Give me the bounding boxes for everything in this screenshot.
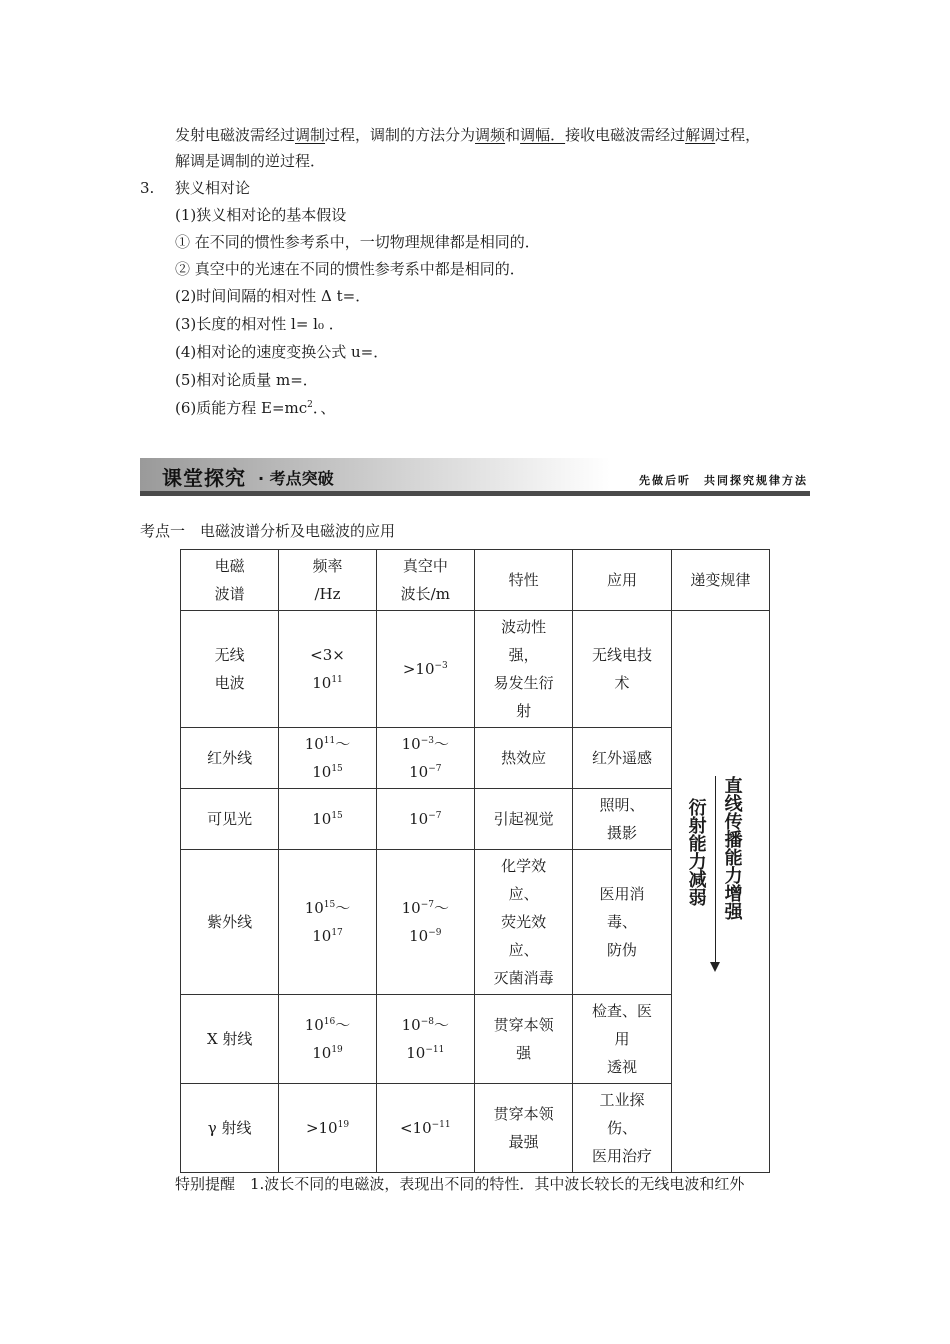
table-header-cell (279, 550, 376, 611)
frequency-cell (279, 995, 376, 1084)
table-header-cell-line: 特性 (508, 571, 539, 589)
intro-text: 接收电磁波需经过 (565, 126, 686, 144)
wavelength-cell-line: $10^{-8}\sim$ (401, 1016, 450, 1034)
wave-name-cell-line: 无线 (214, 646, 245, 664)
application-cell (573, 1084, 671, 1173)
wavelength-cell-line: $10^{-11}$ (406, 1044, 445, 1062)
application-cell (573, 611, 671, 728)
wave-name-cell (181, 1084, 279, 1173)
feature-cell-line: 应、 (508, 941, 539, 959)
application-cell-line: 毒、 (606, 913, 637, 931)
intro-text: 过程，调制的方法分为 (325, 126, 476, 144)
wavelength-cell (376, 1084, 474, 1173)
wavelength-cell (376, 850, 474, 995)
application-cell-line: 无线电技 (591, 646, 652, 664)
term-am: 调幅． (520, 126, 566, 144)
application-cell-line: 防伪 (606, 941, 637, 959)
table-header-cell-line: 波长/m (400, 585, 450, 603)
feature-cell (474, 995, 572, 1084)
relativity-item: (5)相对论质量 m=． (175, 371, 318, 389)
wavelength-cell-line: $10^{-3}\sim$ (401, 735, 450, 753)
table-header-cell-line: 电磁 (214, 557, 245, 575)
feature-cell-line: 强， (508, 646, 539, 664)
frequency-cell-line: $>10^{19}$ (305, 1119, 350, 1137)
relativity-item-mass-energy: (6)质能方程 $E=mc^2$．、 (175, 399, 336, 417)
trend-cell (671, 611, 769, 1173)
table-header-cell (671, 550, 769, 611)
table-row (181, 611, 770, 728)
feature-cell (474, 611, 572, 728)
table-header-cell-line: 真空中 (402, 557, 448, 575)
intro-text: 和 (505, 126, 521, 144)
application-cell (573, 995, 671, 1084)
wave-name-cell-line: X 射线 (206, 1030, 253, 1048)
wave-name-cell (181, 789, 279, 850)
table-header-row (181, 550, 770, 611)
application-cell-line: 摄影 (606, 824, 637, 842)
table-header-cell-line: 波谱 (214, 585, 245, 603)
wave-name-cell (181, 995, 279, 1084)
frequency-cell-line: $10^{11}$ (312, 674, 343, 692)
frequency-cell (279, 789, 376, 850)
wavelength-cell-line: $10^{-7}$ (409, 810, 442, 828)
frequency-cell-line: $10^{15}$ (312, 810, 343, 828)
wave-name-cell (181, 728, 279, 789)
banner-subtitle: · 考点突破 (258, 469, 334, 488)
feature-cell (474, 1084, 572, 1173)
intro-text: 过程， (715, 126, 761, 144)
intro-line-2: 解调是调制的逆过程． (175, 152, 326, 170)
wave-name-cell-line: 紫外线 (207, 913, 253, 931)
wave-name-cell (181, 611, 279, 728)
application-cell-line: 红外遥感 (591, 749, 652, 767)
feature-cell-line: 热效应 (501, 749, 547, 767)
trend-indicator (685, 776, 749, 976)
wavelength-cell (376, 611, 474, 728)
table-header-cell-line: /Hz (314, 585, 341, 603)
arrow-down-icon (710, 962, 720, 972)
relativity-item: ① 在不同的惯性参考系中，一切物理规律都是相同的． (175, 233, 540, 251)
wavelength-cell (376, 789, 474, 850)
application-cell (573, 789, 671, 850)
application-cell-line: 工业探 (599, 1091, 645, 1109)
table-header-cell (474, 550, 572, 611)
application-cell-line: 伤、 (606, 1119, 637, 1137)
feature-cell (474, 789, 572, 850)
frequency-cell-line: $10^{17}$ (312, 927, 343, 945)
application-cell-line: 检查、医 (591, 1002, 652, 1020)
application-cell-line: 用 (614, 1030, 630, 1048)
banner-tagline: 先做后听 共同探究规律方法 (639, 474, 808, 487)
section-3-number: 3. (140, 179, 155, 197)
frequency-cell-line: <3× (310, 646, 345, 664)
feature-cell-line: 贯穿本领 (493, 1105, 554, 1123)
wave-name-cell-line: 电波 (214, 674, 245, 692)
feature-cell-line: 贯穿本领 (493, 1016, 554, 1034)
feature-cell-line: 引起视觉 (493, 810, 554, 828)
term-modulation: 调制 (295, 126, 326, 144)
frequency-cell (279, 1084, 376, 1173)
application-cell (573, 728, 671, 789)
trend-arrow-shaft (715, 776, 716, 966)
table-header-cell (181, 550, 279, 611)
application-cell-line: 照明、 (599, 796, 645, 814)
feature-cell-line: 应、 (508, 885, 539, 903)
section-3-heading: 狭义相对论 (175, 179, 251, 197)
application-cell-line: 医用治疗 (591, 1147, 652, 1165)
banner-rule (140, 491, 810, 496)
feature-cell-line: 化学效 (501, 857, 547, 875)
wavelength-cell-line: $10^{-7}\sim$ (401, 899, 450, 917)
feature-cell-line: 强 (516, 1044, 532, 1062)
trend-diffraction-text: 衍射能力减弱 (685, 798, 707, 906)
table-header-cell (573, 550, 671, 611)
table-header-cell (376, 550, 474, 611)
application-cell (573, 850, 671, 995)
wave-name-cell (181, 850, 279, 995)
wavelength-cell-line: $>10^{-3}$ (402, 660, 448, 678)
frequency-cell-line: $10^{16}\sim$ (304, 1016, 351, 1034)
application-cell-line: 医用消 (599, 885, 645, 903)
frequency-cell-line: $10^{15}\sim$ (304, 899, 351, 917)
wave-name-cell-line: 红外线 (207, 749, 253, 767)
feature-cell-line: 易发生衍 (493, 674, 554, 692)
table-header-cell-line: 应用 (606, 571, 637, 589)
feature-cell-line: 射 (516, 702, 532, 720)
application-cell-line: 透视 (606, 1058, 637, 1076)
wavelength-cell-line: $10^{-9}$ (409, 927, 442, 945)
banner-title: 课堂探究 (162, 466, 246, 490)
relativity-item: (1)狭义相对论的基本假设 (175, 206, 347, 224)
intro-text: 发射电磁波需经过 (175, 126, 296, 144)
relativity-item: (3)长度的相对性 l= l₀ ． (175, 315, 344, 333)
section-banner (140, 458, 810, 496)
term-demodulation: 解调 (685, 126, 716, 144)
relativity-item: ② 真空中的光速在不同的惯性参考系中都是相同的． (175, 260, 525, 278)
term-fm: 调频 (475, 126, 506, 144)
frequency-cell (279, 850, 376, 995)
table-header-cell-line: 递变规律 (690, 571, 751, 589)
em-spectrum-table (180, 549, 770, 1173)
application-cell-line: 术 (614, 674, 630, 692)
feature-cell (474, 850, 572, 995)
frequency-cell-line: $10^{19}$ (312, 1044, 343, 1062)
special-note: 特别提醒 1.波长不同的电磁波，表现出不同的特性．其中波长较长的无线电波和红外 (175, 1175, 745, 1193)
frequency-cell-line: $10^{11}\sim$ (304, 735, 351, 753)
table-header-cell-line: 频率 (312, 557, 343, 575)
feature-cell-line: 最强 (508, 1133, 539, 1151)
feature-cell-line: 荧光效 (501, 913, 547, 931)
wavelength-cell-line: $<10^{-11}$ (399, 1119, 451, 1137)
wavelength-cell (376, 995, 474, 1084)
feature-cell-line: 波动性 (501, 618, 547, 636)
relativity-item: (4)相对论的速度变换公式 u=． (175, 343, 389, 361)
intro-line-1 (175, 125, 760, 145)
feature-cell (474, 728, 572, 789)
wave-name-cell-line: 可见光 (207, 810, 253, 828)
wavelength-cell (376, 728, 474, 789)
frequency-cell (279, 611, 376, 728)
relativity-item: (2)时间间隔的相对性 Δ t=． (175, 287, 371, 305)
trend-straight-propagation-text: 直线传播能力增强 (721, 776, 743, 920)
topic-title: 考点一 电磁波谱分析及电磁波的应用 (140, 522, 396, 540)
frequency-cell-line: $10^{15}$ (312, 763, 343, 781)
frequency-cell (279, 728, 376, 789)
wave-name-cell-line: γ 射线 (207, 1119, 252, 1137)
wavelength-cell-line: $10^{-7}$ (409, 763, 442, 781)
feature-cell-line: 灭菌消毒 (493, 969, 554, 987)
